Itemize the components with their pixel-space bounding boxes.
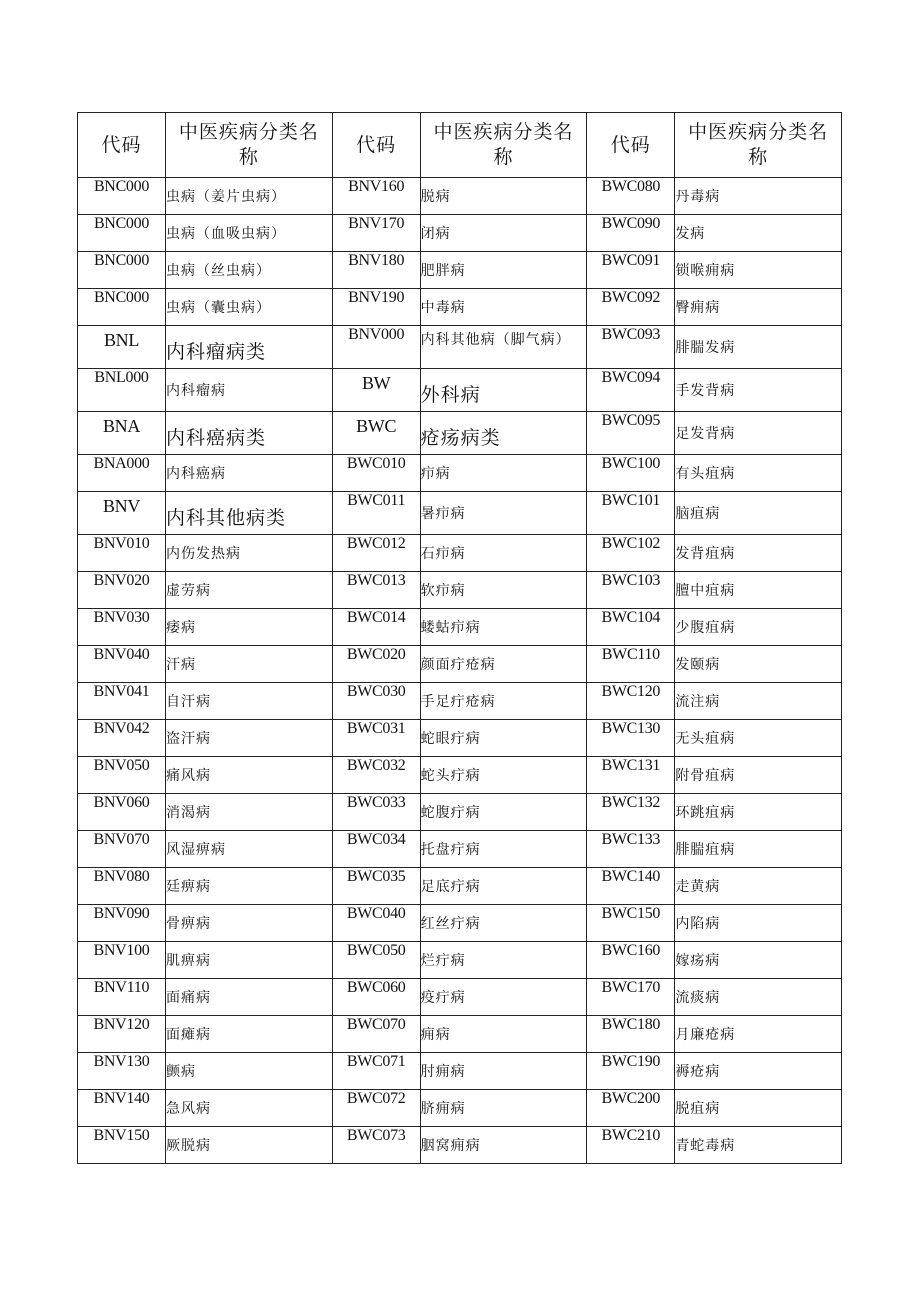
disease-name-cell: 内科瘤病类: [166, 326, 333, 369]
table-row: [78, 683, 842, 720]
disease-code-cell: BWC140: [587, 868, 675, 905]
disease-code-cell: BWC210: [587, 1127, 675, 1164]
table-row: [78, 831, 842, 868]
column-header-code: 代码: [587, 113, 675, 178]
disease-name-cell: 肥胖病: [420, 252, 587, 289]
disease-code-cell: BWC090: [587, 215, 675, 252]
disease-code-cell: BWC102: [587, 535, 675, 572]
disease-code-cell: BWC132: [587, 794, 675, 831]
disease-code-cell: BNV090: [78, 905, 166, 942]
table-row: [78, 905, 842, 942]
disease-name-cell: 有头疽病: [675, 455, 842, 492]
disease-name-cell: 面瘫病: [166, 1016, 333, 1053]
disease-name-text: 内科其他病（脚气病）: [420, 332, 571, 348]
disease-name-cell: 颜面疔疮病: [420, 646, 587, 683]
disease-name-cell: 面痛病: [166, 979, 333, 1016]
disease-code-cell: BNC000: [78, 178, 166, 215]
disease-name-cell: 软疖病: [420, 572, 587, 609]
table-row: [78, 1016, 842, 1053]
disease-code-cell: BWC103: [587, 572, 675, 609]
table-row: [78, 609, 842, 646]
disease-name-cell: [420, 326, 587, 369]
disease-name-cell: 青蛇毒病: [675, 1127, 842, 1164]
disease-name-cell: 急风病: [166, 1090, 333, 1127]
disease-name-cell: 内陷病: [675, 905, 842, 942]
disease-code-cell: BWC130: [587, 720, 675, 757]
disease-name-cell: 腓腨疽病: [675, 831, 842, 868]
table-row: [78, 326, 842, 369]
disease-name-cell: 蛇头疔病: [420, 757, 587, 794]
disease-code-cell: BNV: [78, 492, 166, 535]
disease-name-cell: 颤病: [166, 1053, 333, 1090]
disease-code-cell: BWC170: [587, 979, 675, 1016]
table-row: [78, 646, 842, 683]
disease-code-cell: BNV080: [78, 868, 166, 905]
disease-name-cell: 蛇眼疔病: [420, 720, 587, 757]
disease-name-cell: 少腹疽病: [675, 609, 842, 646]
disease-code-cell: BNL: [78, 326, 166, 369]
disease-code-cell: BWC073: [332, 1127, 420, 1164]
disease-name-cell: 臀痈病: [675, 289, 842, 326]
disease-code-cell: BWC014: [332, 609, 420, 646]
disease-code-cell: BWC040: [332, 905, 420, 942]
disease-name-cell: 膻中疽病: [675, 572, 842, 609]
disease-code-cell: BNL000: [78, 369, 166, 412]
table-row: [78, 535, 842, 572]
disease-code-cell: BWC091: [587, 252, 675, 289]
disease-name-cell: 腓腨发病: [675, 326, 842, 369]
disease-name-cell: 廷痹病: [166, 868, 333, 905]
disease-code-cell: BNA: [78, 412, 166, 455]
disease-name-cell: 无头疽病: [675, 720, 842, 757]
disease-name-cell: 疮疡病类: [420, 412, 587, 455]
disease-code-cell: BWC080: [587, 178, 675, 215]
table-row: [78, 757, 842, 794]
disease-code-cell: BWC020: [332, 646, 420, 683]
disease-code-cell: BWC033: [332, 794, 420, 831]
disease-name-cell: 虫病（丝虫病）: [166, 252, 333, 289]
disease-code-cell: BNV030: [78, 609, 166, 646]
disease-code-cell: BWC120: [587, 683, 675, 720]
disease-name-cell: 足发背病: [675, 412, 842, 455]
disease-code-cell: BWC013: [332, 572, 420, 609]
disease-name-cell: 锁喉痈病: [675, 252, 842, 289]
disease-name-cell: 足底疔病: [420, 868, 587, 905]
disease-code-cell: BWC092: [587, 289, 675, 326]
disease-code-cell: BNV180: [332, 252, 420, 289]
disease-code-cell: BNA000: [78, 455, 166, 492]
disease-code-cell: BNC000: [78, 252, 166, 289]
table-row: [78, 455, 842, 492]
disease-code-cell: BWC133: [587, 831, 675, 868]
disease-code-cell: BNV150: [78, 1127, 166, 1164]
disease-code-cell: BNV041: [78, 683, 166, 720]
disease-name-cell: 痿病: [166, 609, 333, 646]
disease-code-cell: BWC031: [332, 720, 420, 757]
disease-code-cell: BWC104: [587, 609, 675, 646]
disease-code-cell: BNC000: [78, 289, 166, 326]
disease-code-cell: BNV130: [78, 1053, 166, 1090]
disease-code-cell: BWC070: [332, 1016, 420, 1053]
disease-name-cell: 烂疔病: [420, 942, 587, 979]
disease-code-cell: BWC131: [587, 757, 675, 794]
disease-code-cell: BNV140: [78, 1090, 166, 1127]
disease-code-cell: BWC: [332, 412, 420, 455]
disease-name-cell: 内伤发热病: [166, 535, 333, 572]
table-row: [78, 369, 842, 412]
table-row: [78, 1090, 842, 1127]
disease-name-cell: 丹毒病: [675, 178, 842, 215]
disease-code-cell: BWC072: [332, 1090, 420, 1127]
table-row: [78, 572, 842, 609]
table-row: [78, 289, 842, 326]
disease-name-cell: 疖病: [420, 455, 587, 492]
disease-code-cell: BWC190: [587, 1053, 675, 1090]
disease-code-cell: BWC030: [332, 683, 420, 720]
disease-name-cell: 内科癌病类: [166, 412, 333, 455]
column-header-name: 中医疾病分类名称: [675, 113, 842, 178]
disease-code-cell: BWC060: [332, 979, 420, 1016]
disease-name-cell: 痛风病: [166, 757, 333, 794]
disease-code-cell: BW: [332, 369, 420, 412]
column-header-code: 代码: [78, 113, 166, 178]
disease-name-cell: 自汗病: [166, 683, 333, 720]
disease-name-cell: 脑疽病: [675, 492, 842, 535]
disease-code-cell: BNV100: [78, 942, 166, 979]
disease-name-cell: 外科病: [420, 369, 587, 412]
table-row: [78, 942, 842, 979]
disease-name-cell: 发颐病: [675, 646, 842, 683]
disease-name-cell: 虫病（血吸虫病）: [166, 215, 333, 252]
table-row: [78, 412, 842, 455]
disease-code-cell: BWC095: [587, 412, 675, 455]
disease-name-cell: 虚劳病: [166, 572, 333, 609]
disease-code-cell: BWC101: [587, 492, 675, 535]
disease-name-cell: 虫病（姜片虫病）: [166, 178, 333, 215]
disease-name-cell: 红丝疔病: [420, 905, 587, 942]
disease-code-cell: BNV000: [332, 326, 420, 369]
disease-code-cell: BNC000: [78, 215, 166, 252]
table-row: [78, 720, 842, 757]
disease-code-cell: BWC180: [587, 1016, 675, 1053]
disease-name-cell: 风湿痹病: [166, 831, 333, 868]
disease-code-cell: BNV020: [78, 572, 166, 609]
table-row: [78, 979, 842, 1016]
disease-code-cell: BWC012: [332, 535, 420, 572]
disease-name-cell: 褥疮病: [675, 1053, 842, 1090]
disease-name-cell: 脱疽病: [675, 1090, 842, 1127]
disease-name-cell: 汗病: [166, 646, 333, 683]
disease-name-cell: 痈病: [420, 1016, 587, 1053]
disease-code-cell: BNV040: [78, 646, 166, 683]
disease-name-cell: 发背疽病: [675, 535, 842, 572]
disease-name-cell: 附骨疽病: [675, 757, 842, 794]
table-row: [78, 868, 842, 905]
disease-code-cell: BNV170: [332, 215, 420, 252]
table-row: [78, 178, 842, 215]
column-header-name: 中医疾病分类名称: [166, 113, 333, 178]
disease-code-cell: BWC050: [332, 942, 420, 979]
disease-name-cell: 消渴病: [166, 794, 333, 831]
disease-code-cell: BWC100: [587, 455, 675, 492]
disease-name-cell: 流痰病: [675, 979, 842, 1016]
disease-name-cell: 盗汗病: [166, 720, 333, 757]
disease-name-cell: 闭病: [420, 215, 587, 252]
disease-code-cell: BNV010: [78, 535, 166, 572]
disease-code-cell: BNV190: [332, 289, 420, 326]
disease-name-cell: 发病: [675, 215, 842, 252]
disease-name-cell: 流注病: [675, 683, 842, 720]
disease-name-cell: 蝼蛄疖病: [420, 609, 587, 646]
table-row: [78, 1127, 842, 1164]
disease-code-cell: BWC094: [587, 369, 675, 412]
disease-code-cell: BWC071: [332, 1053, 420, 1090]
disease-name-cell: 内科癌病: [166, 455, 333, 492]
disease-code-cell: BNV120: [78, 1016, 166, 1053]
table-row: [78, 794, 842, 831]
disease-code-cell: BNV160: [332, 178, 420, 215]
disease-name-cell: 厥脱病: [166, 1127, 333, 1164]
disease-name-cell: 虫病（囊虫病）: [166, 289, 333, 326]
disease-name-cell: 蛇腹疔病: [420, 794, 587, 831]
disease-name-cell: 内科其他病类: [166, 492, 333, 535]
disease-name-cell: 托盘疔病: [420, 831, 587, 868]
disease-code-cell: BWC200: [587, 1090, 675, 1127]
disease-code-cell: BWC035: [332, 868, 420, 905]
disease-name-cell: 月廉疮病: [675, 1016, 842, 1053]
disease-name-cell: 骨痹病: [166, 905, 333, 942]
disease-name-cell: 暑疖病: [420, 492, 587, 535]
disease-code-table: [77, 112, 842, 1164]
disease-name-cell: 肘痈病: [420, 1053, 587, 1090]
disease-name-cell: 肌痹病: [166, 942, 333, 979]
table-body: [78, 178, 842, 1164]
table-row: [78, 252, 842, 289]
table-row: [78, 1053, 842, 1090]
disease-code-cell: BNV110: [78, 979, 166, 1016]
disease-code-cell: BWC010: [332, 455, 420, 492]
disease-name-cell: 脱病: [420, 178, 587, 215]
disease-name-cell: 中毒病: [420, 289, 587, 326]
disease-code-cell: BWC160: [587, 942, 675, 979]
table-header-row: [78, 113, 842, 178]
column-header-name: 中医疾病分类名称: [420, 113, 587, 178]
disease-code-cell: BNV050: [78, 757, 166, 794]
disease-name-cell: 嫁疡病: [675, 942, 842, 979]
disease-name-cell: 环跳疽病: [675, 794, 842, 831]
table-row: [78, 215, 842, 252]
column-header-code: 代码: [332, 113, 420, 178]
disease-name-cell: 石疖病: [420, 535, 587, 572]
table-row: [78, 492, 842, 535]
disease-code-cell: BWC093: [587, 326, 675, 369]
disease-code-cell: BNV042: [78, 720, 166, 757]
disease-name-cell: 脐痈病: [420, 1090, 587, 1127]
disease-code-cell: BWC034: [332, 831, 420, 868]
disease-code-cell: BWC150: [587, 905, 675, 942]
disease-name-cell: 走黄病: [675, 868, 842, 905]
disease-code-cell: BWC032: [332, 757, 420, 794]
disease-code-cell: BNV060: [78, 794, 166, 831]
disease-name-cell: 内科瘤病: [166, 369, 333, 412]
disease-name-cell: 胭窝痈病: [420, 1127, 587, 1164]
disease-name-cell: 疫疔病: [420, 979, 587, 1016]
disease-name-cell: 手发背病: [675, 369, 842, 412]
disease-code-cell: BNV070: [78, 831, 166, 868]
disease-name-cell: 手足疔疮病: [420, 683, 587, 720]
disease-code-cell: BWC011: [332, 492, 420, 535]
disease-code-cell: BWC110: [587, 646, 675, 683]
